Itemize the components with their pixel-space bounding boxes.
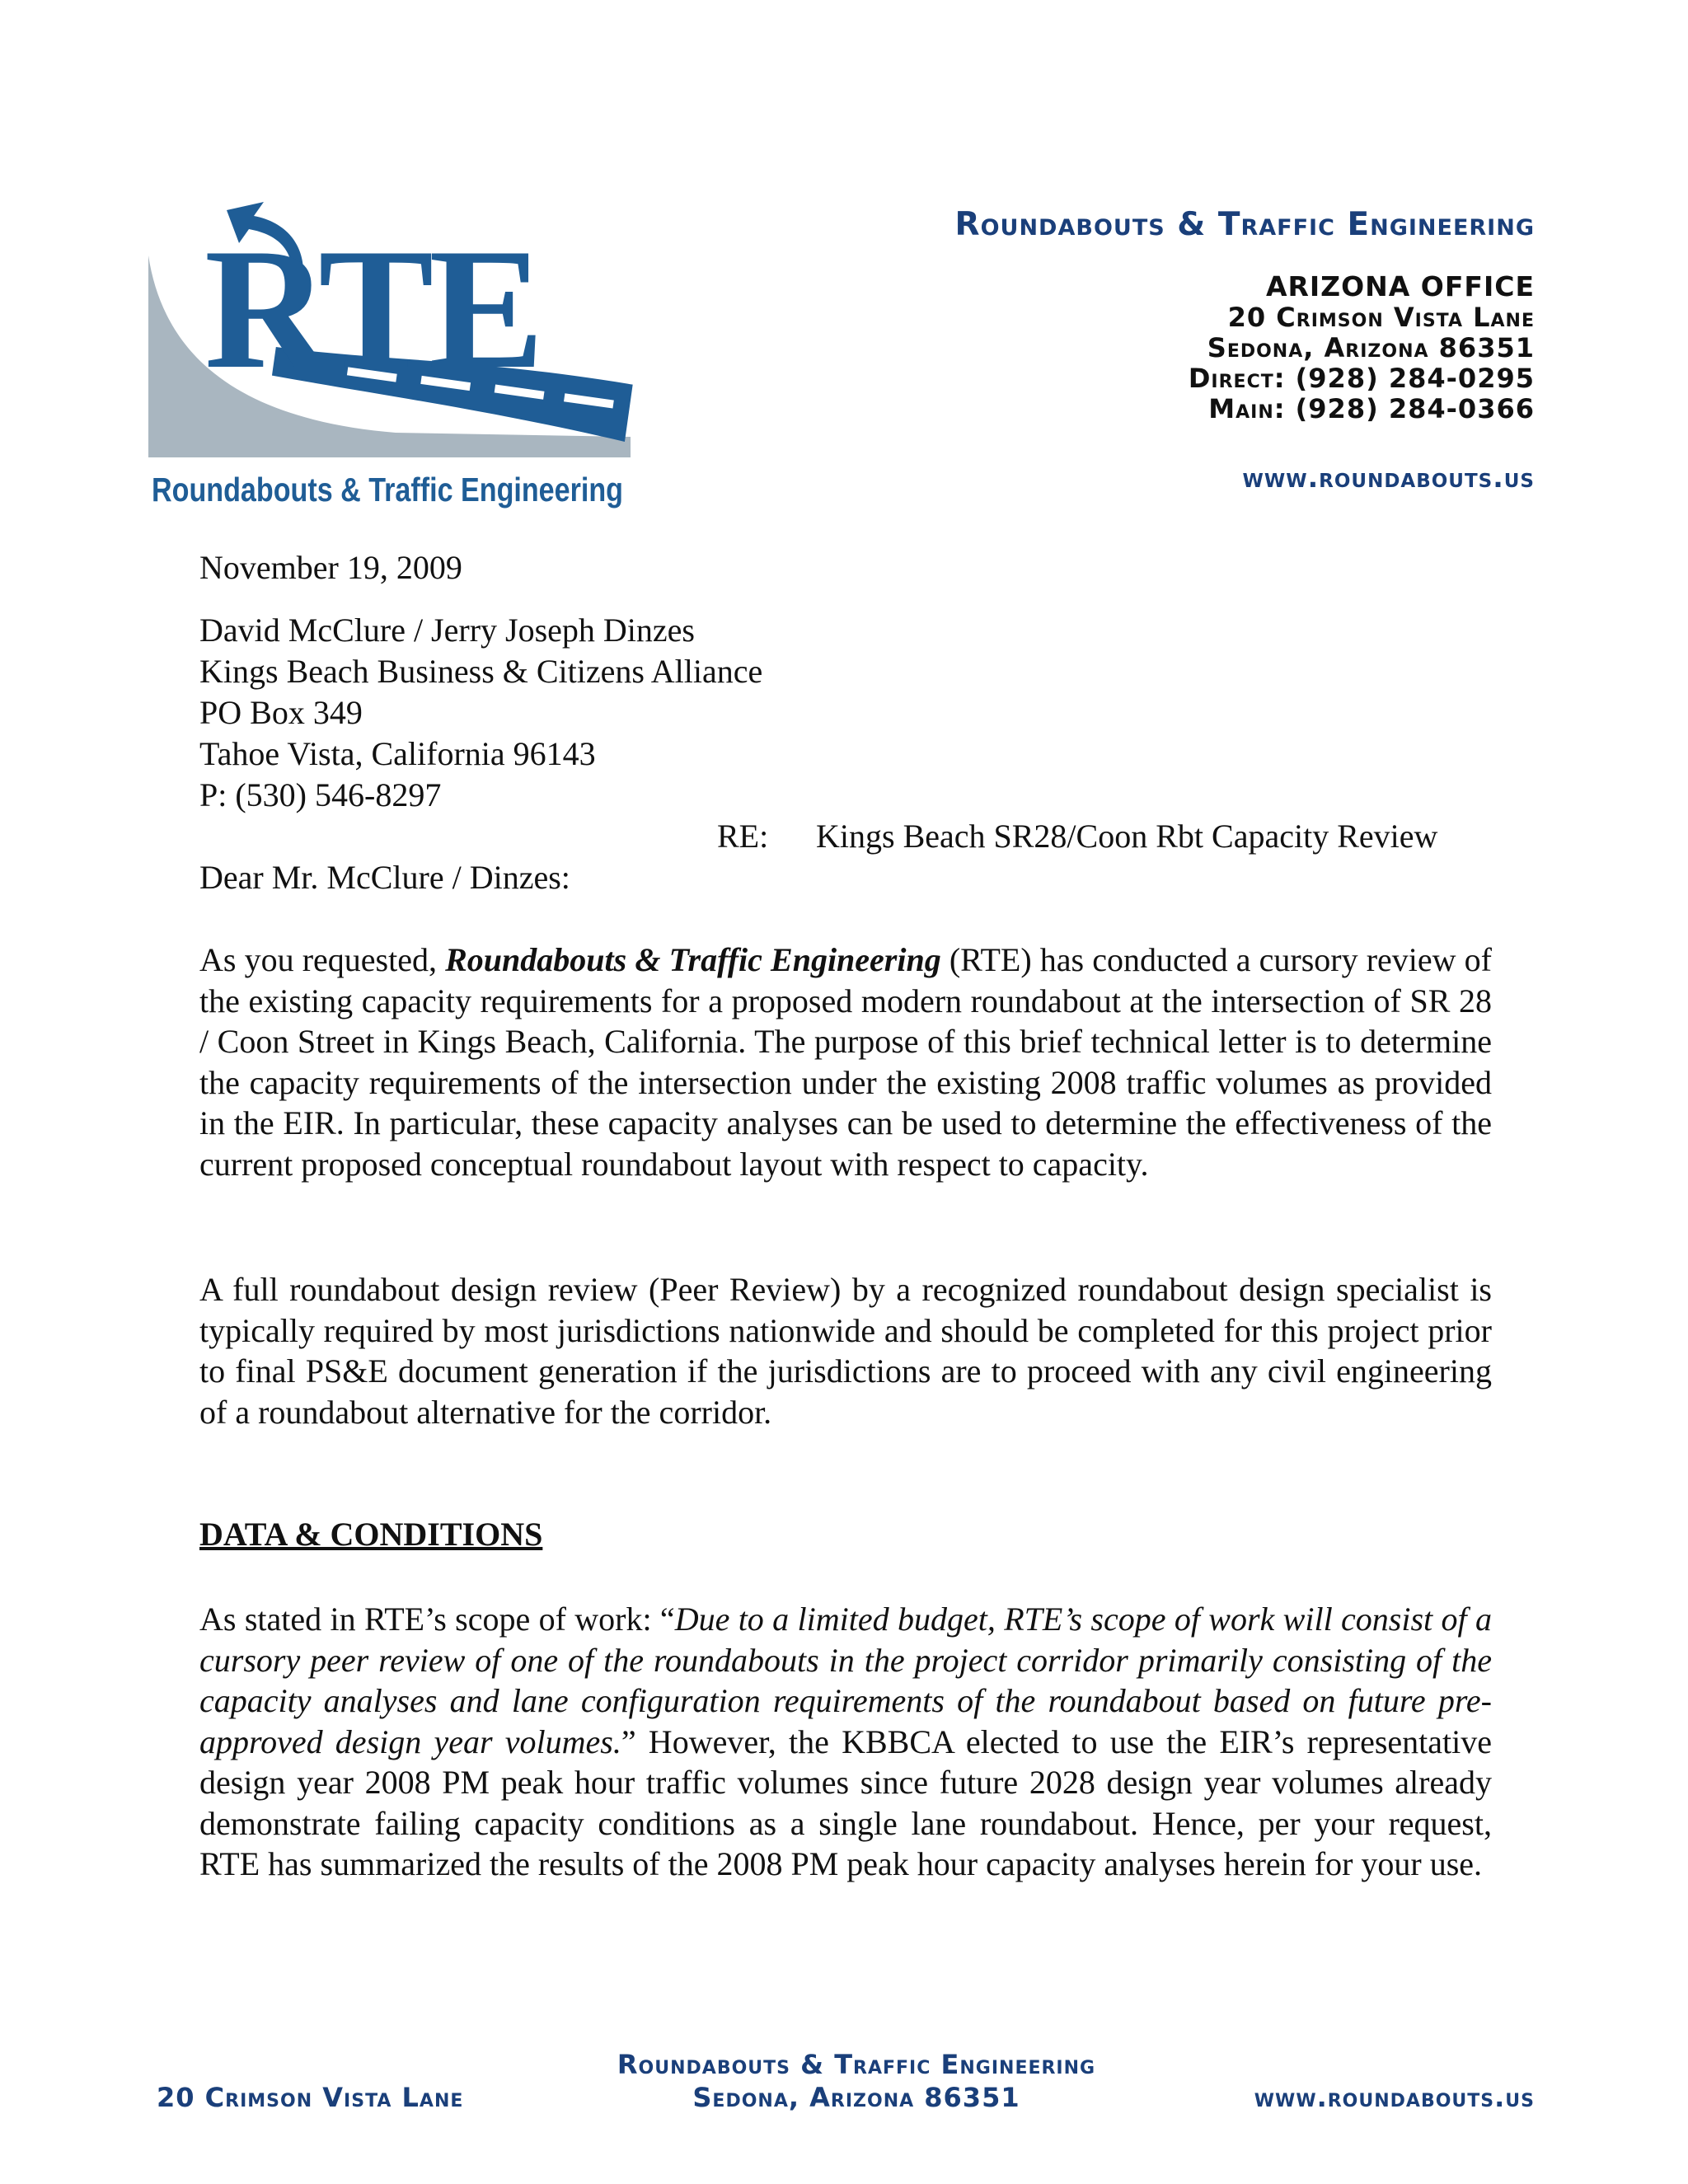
paragraph-scope-body: ” However, the KBBCA elected to use the EIR’s representative design year 2008 PM peak hour traffic volumes since future 2028 design year volumes already demonstrate failing capacity conditions as a single lane roundabout. Hence, per your request, RTE has summarized the results of the 2008 PM peak hour capacity analyses herein for your use. — [199, 1722, 1492, 1882]
subject-line — [717, 816, 1437, 857]
recipient-phone: P: (530) 546-8297 — [199, 776, 442, 813]
rte-logo — [148, 198, 643, 511]
footer-company-name: Roundabouts & Traffic Engineering — [617, 2049, 1096, 2080]
company-name-emphasis: Roundabouts & Traffic Engineering — [445, 941, 941, 978]
logo-letters: RTE — [204, 213, 540, 405]
paragraph-intro-body: (RTE) has conducted a cursory review of the existing capacity requirements for a proposed modern roundabout at the intersection of SR 28 / Coon Street in Kings Beach, California. The purpose of this brief technical letter is to determine the capacity requirements of the intersection under the existing 2008 traffic volumes as provided in the EIR. In particular, these capacity analyses can be used to determine the effectiveness of the current proposed conceptual roundabout layout with respect to capacity. — [199, 941, 1492, 1183]
paragraph-intro — [199, 940, 1492, 1184]
header-company-name: Roundabouts & Traffic Engineering — [954, 206, 1535, 243]
paragraph-peer-review: A full roundabout design review (Peer Review) by a recognized roundabout design specialist is typically required by most jurisdictions nationwide and should be completed for this project prior to final PS&E document generation if the jurisdictions are to proceed with any civil engineering of a roundabout alternative for the corridor. — [199, 1271, 1492, 1431]
header-address-city: Sedona, Arizona 86351 — [1207, 332, 1535, 363]
logo-caption: Roundabouts & Traffic Engineering — [152, 471, 623, 509]
footer-city: Sedona, Arizona 86351 — [692, 2082, 1020, 2113]
letter-date: November 19, 2009 — [199, 549, 462, 586]
salutation: Dear Mr. McClure / Dinzes: — [199, 859, 570, 896]
recipient-organization: Kings Beach Business & Citizens Alliance — [199, 653, 763, 690]
header-main-phone: Main: (928) 284-0366 — [1208, 393, 1535, 424]
header-office: ARIZONA OFFICE — [1265, 270, 1535, 302]
scope-quote: Due to a limited budget, RTE’s scope of work will consist of a cursory peer review of one of the roundabouts in the project corridor primarily consisting of the capacity analyses and lane configuration requirements of the roundabout based on future pre-approved design year volumes. — [199, 1601, 1492, 1760]
paragraph-intro-lead: As you requested, — [199, 941, 446, 978]
header-direct-phone: Direct: (928) 284-0295 — [1188, 363, 1535, 394]
recipient-names: David McClure / Jerry Joseph Dinzes — [199, 612, 695, 649]
paragraph-scope — [199, 1599, 1492, 1885]
footer-website-link[interactable]: www.roundabouts.us — [1254, 2082, 1535, 2113]
footer-address: 20 Crimson Vista Lane — [157, 2082, 464, 2113]
recipient-address — [199, 610, 762, 816]
subject-text: Kings Beach SR28/Coon Rbt Capacity Review — [816, 818, 1438, 855]
paragraph-scope-lead: As stated in RTE’s scope of work: “ — [199, 1601, 675, 1638]
recipient-city: Tahoe Vista, California 96143 — [199, 735, 596, 772]
section-heading-data-conditions: DATA & CONDITIONS — [199, 1516, 543, 1553]
header-address-street: 20 Crimson Vista Lane — [1227, 302, 1535, 333]
recipient-po-box: PO Box 349 — [199, 694, 363, 731]
header-website-link[interactable]: www.roundabouts.us — [1242, 462, 1535, 494]
subject-label: RE: — [717, 818, 769, 855]
